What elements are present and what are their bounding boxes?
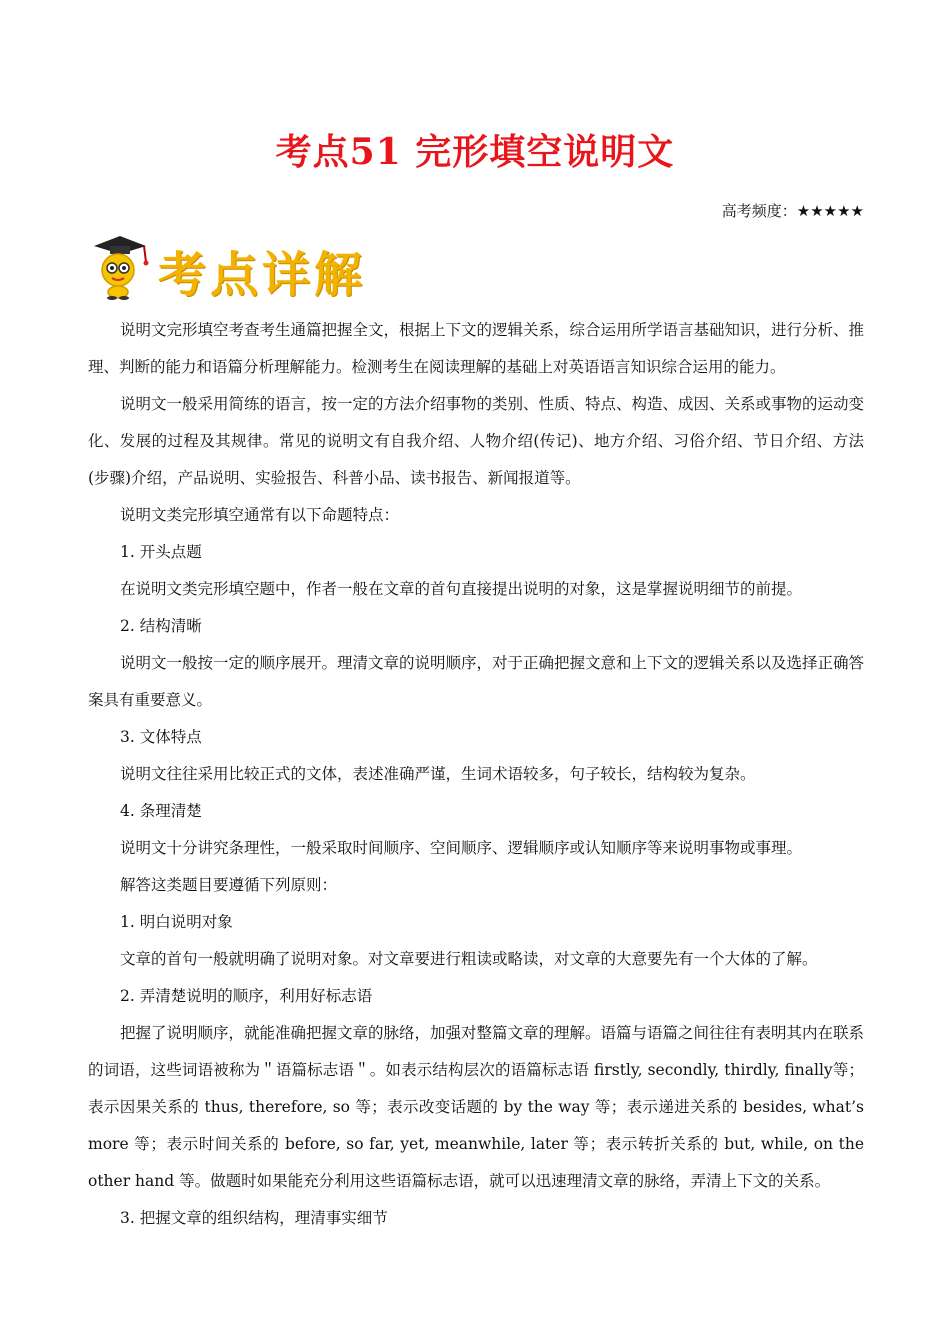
paragraph: 把握了说明顺序，就能准确把握文章的脉络，加强对整篇文章的理解。语篇与语篇之间往往有表明其内在联系的词语，这些词语被称为＂语篇标志语＂。如表示结构层次的语篇标志语 firstly, secondly, thirdly, finally等；表示因果关系的 thus, therefore, so 等；表示改变话题的 by the way 等；表示递进关系的 besides, what’s more 等；表示时间关系的 before, so far, yet, meanwhile, later 等；表示转折关系的 but, while, on the other hand 等。做题时如果能充分利用这些语篇标志语，就可以迅速理清文章的脉络，弄清上下文的关系。 <box>88 1024 865 1190</box>
section-heading: 2. 弄清楚说明的顺序，利用好标志语 <box>120 987 373 1005</box>
paragraph: 在说明文类完形填空题中，作者一般在文章的首句直接提出说明的对象，这是掌握说明细节的前提。 <box>120 580 803 598</box>
scholar-mascot-icon <box>90 232 150 300</box>
frequency-label: 高考频度： <box>721 202 797 220</box>
section-banner <box>90 232 390 302</box>
paragraph: 说明文类完形填空通常有以下命题特点： <box>120 506 400 524</box>
section-heading: 4. 条理清楚 <box>120 802 202 820</box>
paragraph: 说明文一般按一定的顺序展开。理清文章的说明顺序，对于正确把握文意和上下文的逻辑关系以及选择正确答案具有重要意义。 <box>88 654 865 709</box>
frequency-stars: ★★★★★ <box>796 202 864 220</box>
paragraph: 说明文往往采用比较正式的文体，表述准确严谨，生词术语较多，句子较长，结构较为复杂。 <box>120 765 756 783</box>
paragraph: 文章的首句一般就明确了说明对象。对文章要进行粗读或略读，对文章的大意要先有一个大体的了解。 <box>120 950 818 968</box>
section-heading: 3. 文体特点 <box>120 728 202 746</box>
banner-title: 考点详解 <box>158 247 367 303</box>
paragraph: 解答这类题目要遵循下列原则： <box>120 876 338 894</box>
paragraph: 说明文一般采用简练的语言，按一定的方法介绍事物的类别、性质、特点、构造、成因、关系或事物的运动变化、发展的过程及其规律。常见的说明文有自我介绍、人物介绍(传记)、地方介绍、习俗介绍、节日介绍、方法(步骤)介绍，产品说明、实验报告、科普小品、读书报告、新闻报道等。 <box>88 395 865 487</box>
paragraph: 说明文十分讲究条理性，一般采取时间顺序、空间顺序、逻辑顺序或认知顺序等来说明事物或事理。 <box>120 839 803 857</box>
section-heading: 1. 开头点题 <box>120 543 202 561</box>
page-title: 考点51 完形填空说明文 <box>275 131 675 173</box>
section-heading: 2. 结构清晰 <box>120 617 202 635</box>
paragraph: 说明文完形填空考查考生通篇把握全文，根据上下文的逻辑关系，综合运用所学语言基础知识，进行分析、推理、判断的能力和语篇分析理解能力。检测考生在阅读理解的基础上对英语语言知识综合运用的能力。 <box>88 321 865 376</box>
section-heading: 3. 把握文章的组织结构，理清事实细节 <box>120 1209 388 1227</box>
article-body <box>88 312 864 1237</box>
frequency-rating <box>722 200 864 221</box>
section-heading: 1. 明白说明对象 <box>120 913 233 931</box>
